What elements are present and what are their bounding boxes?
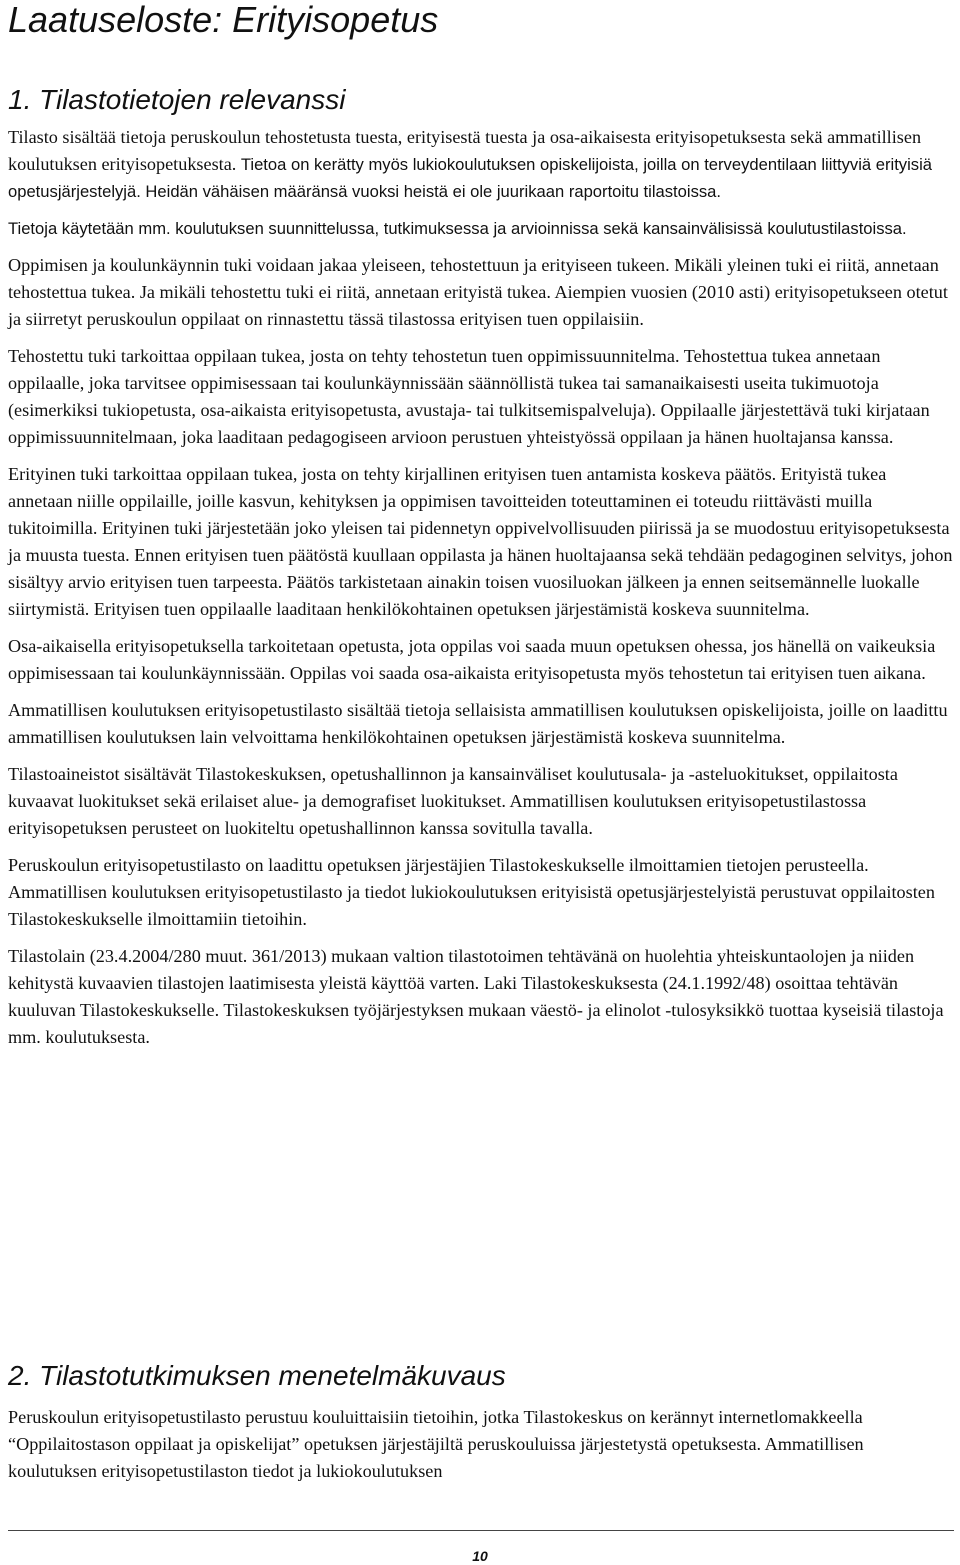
paragraph-data-sources: Peruskoulun erityisopetustilasto on laadittu opetuksen järjestäjien Tilastokeskukselle ilmoittamien tietojen perusteella. Ammatillisen koulutuksen erityisopetustilasto ja tiedot lukiokoulutuksen erityisistä opetusjärjestelyistä perustuvat oppilaitosten Tilastokeskukselle ilmoittamiin tietoihin. — [8, 855, 935, 929]
section-heading-methodology: 2. Tilastotutkimuksen menetelmäkuvaus — [8, 1360, 506, 1391]
section-body-methodology — [8, 1404, 954, 1495]
paragraph-classifications: Tilastoaineistot sisältävät Tilastokeskuksen, opetushallinnon ja kansainväliset koulutusala- ja -asteluokitukset, oppilaitosta kuvaavat luokitukset sekä erilaiset alue- ja demografiset luokitukset. Ammatillisen koulutuksen erityisopetustilastossa erityisopetuksen perusteet on luokiteltu opetushallinnon kanssa sovitulla tavalla. — [8, 764, 898, 838]
document-title: Laatuseloste: Erityisopetus — [8, 0, 439, 40]
paragraph-intensified-support: Tehostettu tuki tarkoittaa oppilaan tukea, josta on tehty tehostetun tuen oppimissuunnitelma. Tehostettua tukea annetaan oppilaalle, joka tarvitsee oppimisessaan tai koulunkäynnissään säännöllistä tukea tai samanaikaisesti useita tukimuotoja (esimerkiksi tukiopetusta, osa-aikaista erityisopetusta, avustaja- tai tulkitsemispalveluja). Oppilaalle järjestettävä tuki kirjataan oppimissuunnitelmaan, joka laaditaan pedagogiseen arvioon perustuen yhteistyössä oppilaan ja hänen huoltajansa kanssa. — [8, 346, 930, 447]
footer-divider — [8, 1530, 954, 1531]
paragraph-intro-text: Tilasto sisältää tietoja peruskoulun tehostetusta tuesta, erityisestä tuesta ja osa-aikaisesta erityisopetuksesta sekä ammatillisen koulutuksen erityisopetuksesta. — [8, 127, 922, 174]
paragraph-part-time-special-education: Osa-aikaisella erityisopetuksella tarkoitetaan opetusta, jota oppilas voi saada muun opetuksen ohessa, jos hänellä on vaikeuksia oppimisessaan tai koulunkäynnissään. Oppilas voi saada osa-aikaista erityisopetusta myös tehostetun tai erityisen tuen aikana. — [8, 636, 936, 683]
paragraph-statistics-act: Tilastolain (23.4.2004/280 muut. 361/2013) mukaan valtion tilastotoimen tehtävänä on huolehtia yhteiskuntaolojen ja niiden kehitystä kuvaavien tilastojen laatimisesta yleistä käyttöä varten. Laki Tilastokeskuksesta (24.1.1992/48) osoittaa tehtävän kuuluvan Tilastokeskukselle. Tilastokeskuksen työjärjestyksen mukaan väestö- ja elinolot -tulosyksikkö tuottaa kyseisiä tilastoja mm. koulutuksesta. — [8, 946, 944, 1047]
section-body-relevance — [8, 124, 954, 1061]
paragraph-vocational-statistics: Ammatillisen koulutuksen erityisopetustilasto sisältää tietoja sellaisista ammatillisen koulutuksen opiskelijoista, joille on laadittu ammatillisen koulutuksen lain velvoittama henkilökohtainen opetuksen järjestämistä koskeva suunnitelma. — [8, 700, 948, 747]
paragraph-intro — [8, 124, 954, 205]
paragraph-special-support: Erityinen tuki tarkoittaa oppilaan tukea, josta on tehty kirjallinen erityisen tuen antamista koskeva päätös. Erityistä tukea annetaan niille oppilaille, joille kasvun, kehityksen ja oppimisen tavoitteiden toteuttaminen ei toteudu riittävästi muilla tukitoimilla. Erityinen tuki järjestetään joko yleisen tai pidennetyn oppivelvollisuuden piirissä ja se muodostuu erityisopetuksesta ja muusta tuesta. Ennen erityisen tuen päätöstä kuullaan oppilasta ja hänen huoltajaansa sekä tehdään pedagoginen selvitys, johon sisältyy arvio erityisen tuen tarpeesta. Päätös tarkistetaan ainakin toisen vuosiluokan jälkeen ja ennen seitsemännelle luokalle siirtymistä. Erityisen tuen oppilaalle laaditaan henkilökohtainen opetuksen järjestämistä koskeva suunnitelma. — [8, 464, 953, 619]
paragraph-support-levels: Oppimisen ja koulunkäynnin tuki voidaan jakaa yleiseen, tehostettuun ja erityiseen tukeen. Mikäli yleinen tuki ei riitä, annetaan tehostettua tukea. Ja mikäli tehostettu tuki ei riitä, annetaan erityistä tukea. Aiempien vuosien (2010 asti) erityisopetukseen otetut ja siirretyt peruskoulun oppilaat on rinnastettu tässä tilastossa erityisen tuen oppilaisiin. — [8, 255, 948, 329]
paragraph-methodology: Peruskoulun erityisopetustilasto perustuu kouluittaisiin tietoihin, jotka Tilastokeskus on kerännyt internetlomakkeella “Oppilaitostason oppilaat ja opiskelijat” opetuksen järjestäjiltä peruskouluissa järjestetystä opetuksesta. Ammatillisen koulutuksen erityisopetustilaston tiedot ja lukiokoulutuksen — [8, 1407, 864, 1481]
paragraph-intro-upper-secondary: Tietoa on kerätty myös lukiokoulutuksen opiskelijoista, joilla on terveydentilaan liittyviä erityisiä opetusjärjestelyjä. Heidän vähäisen määränsä vuoksi heistä ei ole juurikaan raportoitu tilastoissa. — [8, 155, 932, 201]
section-heading-relevance: 1. Tilastotietojen relevanssi — [8, 84, 346, 115]
paragraph-usage: Tietoja käytetään mm. koulutuksen suunnittelussa, tutkimuksessa ja arvioinnissa sekä kansainvälisissä koulutustilastoissa. — [8, 219, 907, 238]
page-number: 10 — [472, 1548, 488, 1564]
